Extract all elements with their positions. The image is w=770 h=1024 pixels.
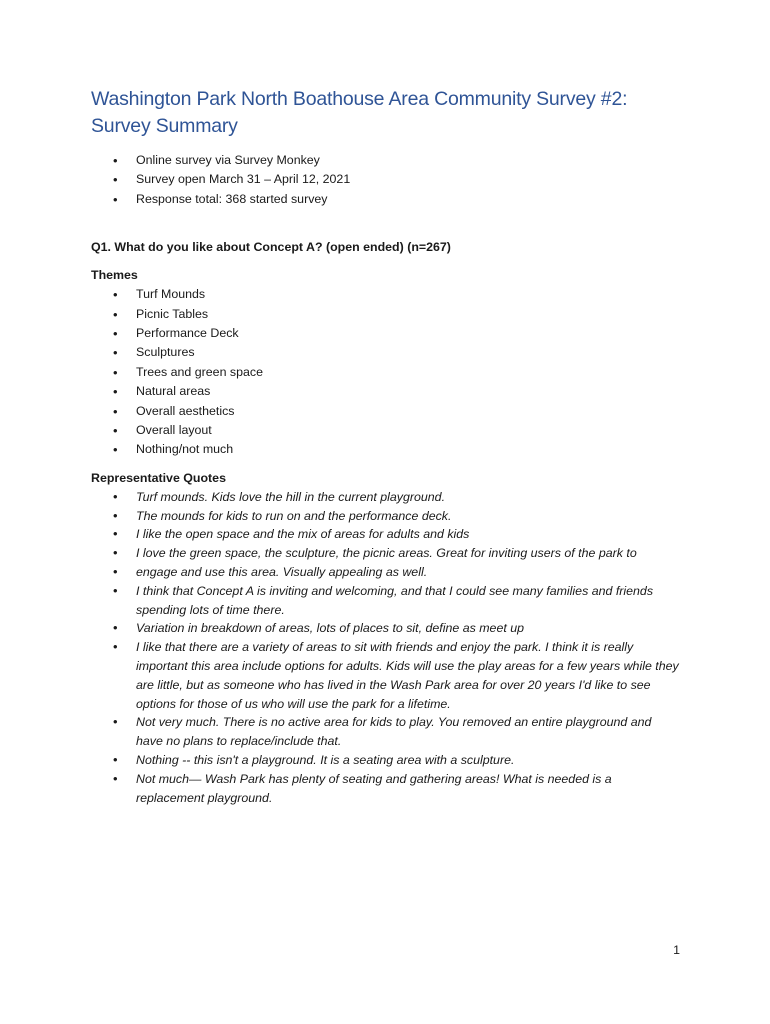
theme-item: • Performance Deck bbox=[91, 324, 681, 343]
themes-label: Themes bbox=[91, 268, 138, 283]
quote-item: • Turf mounds. Kids love the hill in the current playground. bbox=[91, 488, 681, 507]
quote-item: • I think that Concept A is inviting and welcoming, and that I could see many families and friends spending lots of time there. bbox=[91, 582, 681, 620]
theme-item: • Overall aesthetics bbox=[91, 402, 681, 421]
quote-item: • The mounds for kids to run on and the performance deck. bbox=[91, 507, 681, 526]
summary-item: • Response total: 368 started survey bbox=[91, 190, 681, 209]
quote-item: • Nothing -- this isn't a playground. It is a seating area with a sculpture. bbox=[91, 751, 681, 770]
quote-item: • Not very much. There is no active area for kids to play. You removed an entire playground and have no plans to replace/include that. bbox=[91, 713, 681, 751]
theme-item: • Natural areas bbox=[91, 382, 681, 401]
summary-item: • Online survey via Survey Monkey bbox=[91, 151, 681, 170]
quotes-list bbox=[91, 488, 681, 808]
page-number: 1 bbox=[673, 943, 680, 957]
question-heading: Q1. What do you like about Concept A? (open ended) (n=267) bbox=[91, 240, 451, 255]
themes-list bbox=[91, 285, 681, 460]
quote-item: • Not much— Wash Park has plenty of seating and gathering areas! What is needed is a replacement playground. bbox=[91, 770, 681, 808]
theme-item: • Turf Mounds bbox=[91, 285, 681, 304]
theme-item: • Sculptures bbox=[91, 343, 681, 362]
quote-item: • I like that there are a variety of areas to sit with friends and enjoy the park. I think it is really important this area include options for adults. Kids will use the play areas for a few years while they are little, but as someone who has lived in the Wash Park area for over 20 years I'd like to see options for those of us who will use the park for a lifetime. bbox=[91, 638, 681, 713]
document-title: Washington Park North Boathouse Area Community Survey #2: Survey Summary bbox=[91, 88, 628, 137]
quotes-label: Representative Quotes bbox=[91, 470, 226, 485]
theme-item: • Picnic Tables bbox=[91, 305, 681, 324]
theme-item: • Nothing/not much bbox=[91, 440, 681, 459]
quote-item: • I love the green space, the sculpture, the picnic areas. Great for inviting users of the park to bbox=[91, 544, 681, 563]
quote-item: • engage and use this area. Visually appealing as well. bbox=[91, 563, 681, 582]
theme-item: • Trees and green space bbox=[91, 363, 681, 382]
page-content bbox=[91, 86, 681, 807]
theme-item: • Overall layout bbox=[91, 421, 681, 440]
quote-item: • I like the open space and the mix of areas for adults and kids bbox=[91, 525, 681, 544]
quote-item: • Variation in breakdown of areas, lots of places to sit, define as meet up bbox=[91, 619, 681, 638]
summary-item: • Survey open March 31 – April 12, 2021 bbox=[91, 170, 681, 189]
survey-summary-list bbox=[91, 151, 681, 209]
